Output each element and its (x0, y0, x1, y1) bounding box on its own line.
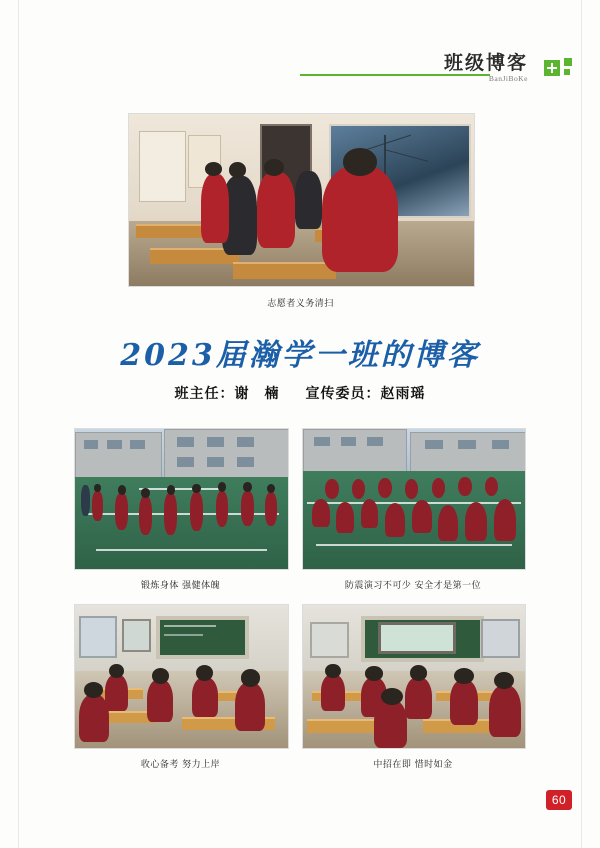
scene-person-head (343, 148, 378, 176)
photo-earthquake-drill (302, 428, 526, 570)
scene-window (207, 457, 224, 467)
scene-student-head (243, 482, 252, 492)
scene-student (241, 491, 254, 526)
school-logo-icon (544, 58, 578, 80)
caption-study-review: 收心备考 努力上岸 (140, 760, 221, 770)
scene-student (139, 496, 152, 535)
scene-person-head (229, 162, 246, 177)
scene-student-head (109, 664, 124, 678)
page-edge-left (18, 0, 19, 848)
scene-person-head (205, 162, 222, 176)
scene-student-crouching (352, 479, 365, 499)
scene-window (107, 440, 122, 448)
scene-blackboard (156, 616, 249, 658)
scene-student-crouching (325, 479, 338, 499)
logo-square-small-top (564, 58, 572, 66)
scene-student (147, 679, 173, 722)
caption-earthquake-drill: 防震演习不可少 安全才是第一位 (344, 581, 482, 591)
scene-student-crouching (336, 502, 354, 533)
scene-person-volunteer (201, 174, 229, 243)
scene-student-head (167, 485, 176, 495)
photo-exam-countdown (302, 604, 526, 749)
scene-teacher (81, 485, 90, 516)
scene-window (341, 437, 357, 445)
scene-student-crouching (385, 503, 405, 537)
scene-student (265, 492, 278, 526)
scene-window (367, 437, 383, 445)
scene-window (79, 616, 117, 657)
scene-window (177, 437, 194, 447)
scene-projector-screen (122, 619, 152, 652)
scene-board-writing (164, 634, 202, 636)
scene-window (492, 440, 510, 448)
scene-student-crouching (438, 505, 458, 541)
page-header (0, 40, 600, 88)
scene-window (207, 437, 224, 447)
scene-student (450, 679, 479, 725)
blog-credits (0, 383, 600, 403)
scene-building (75, 432, 162, 479)
scene-wall-board (310, 622, 350, 657)
photo-exercise (74, 428, 289, 570)
scene-window (237, 457, 254, 467)
scene-student-head (218, 482, 227, 492)
scene-student-head (365, 666, 383, 680)
scene-student (79, 694, 109, 743)
caption-exam-countdown: 中招在即 惜时如金 (373, 760, 453, 770)
scene-building (410, 432, 526, 473)
page-title: 班级博客 (443, 52, 528, 74)
scene-student (321, 674, 345, 711)
scene-student-crouching (458, 477, 471, 497)
scene-person-head (264, 159, 285, 176)
scene-desk (136, 224, 212, 238)
photo-volunteer-cleaning (128, 113, 475, 287)
scene-student-crouching (432, 478, 445, 498)
scene-desk (233, 262, 337, 279)
scene-student (192, 677, 218, 717)
scene-court-line (316, 544, 511, 546)
scene-person-student (295, 171, 323, 229)
scene-student-head (381, 688, 403, 705)
scene-student-head (410, 665, 428, 681)
photo-scene (303, 429, 525, 569)
scene-board-writing (164, 625, 215, 627)
scene-student-head (454, 668, 474, 684)
photo-scene (303, 605, 525, 748)
homeroom-teacher: 班主任：谢 楠 (174, 386, 280, 402)
scene-student-crouching (494, 499, 516, 541)
scene-window (84, 440, 99, 448)
scene-student-crouching (312, 499, 330, 527)
caption-volunteer-cleaning: 志愿者义务清扫 (267, 299, 334, 309)
photo-scene (75, 429, 288, 569)
scene-student-crouching (412, 500, 432, 532)
scene-window (314, 437, 330, 445)
scene-court-line (139, 488, 224, 490)
scene-student (92, 491, 103, 522)
scene-student-head (118, 485, 127, 495)
blog-main-title: 2023届瀚学一班的博客 (120, 338, 480, 373)
scene-smart-screen (378, 622, 455, 654)
scene-poster (139, 131, 186, 202)
scene-student-head (141, 488, 150, 498)
scene-window (237, 437, 254, 447)
scene-student-head (152, 668, 169, 684)
scene-student (115, 493, 128, 529)
scene-student-head (94, 484, 100, 492)
scene-window (481, 619, 521, 657)
scene-student (374, 699, 407, 748)
page-title-pinyin: BanJiBoKe (488, 74, 528, 83)
scene-student (405, 677, 432, 720)
scene-window (130, 440, 145, 448)
scene-playground (75, 477, 288, 569)
scene-student (190, 492, 203, 531)
scene-student (489, 685, 520, 736)
photo-study-review (74, 604, 289, 749)
scene-student-head (325, 664, 341, 678)
scene-window (177, 457, 194, 467)
publicity-officer: 宣传委员：赵雨瑶 (305, 386, 426, 402)
logo-square-small-bottom (564, 69, 570, 75)
scene-student (105, 674, 128, 711)
page-edge-right (581, 0, 582, 848)
photo-scene (75, 605, 288, 748)
photo-scene (129, 114, 474, 286)
scene-window (425, 440, 443, 448)
scene-student (235, 682, 265, 731)
scene-building (303, 429, 407, 473)
scene-student (164, 493, 177, 535)
scene-student-head (241, 669, 260, 686)
scene-window (458, 440, 476, 448)
scene-student-crouching (378, 478, 391, 498)
scene-person-volunteer (322, 166, 398, 273)
logo-cross-horizontal (547, 67, 557, 69)
scene-student (216, 491, 229, 527)
scene-student-crouching (465, 502, 487, 541)
scene-court-line (96, 549, 266, 551)
caption-exercise: 锻炼身体 强健体魄 (140, 581, 221, 591)
scene-person-volunteer (257, 172, 295, 248)
scene-student-crouching (361, 499, 379, 528)
scene-student-head (84, 682, 103, 698)
scene-student-head (192, 484, 201, 494)
header-title-wrap (444, 54, 528, 83)
page-number-badge: 60 (546, 790, 572, 810)
